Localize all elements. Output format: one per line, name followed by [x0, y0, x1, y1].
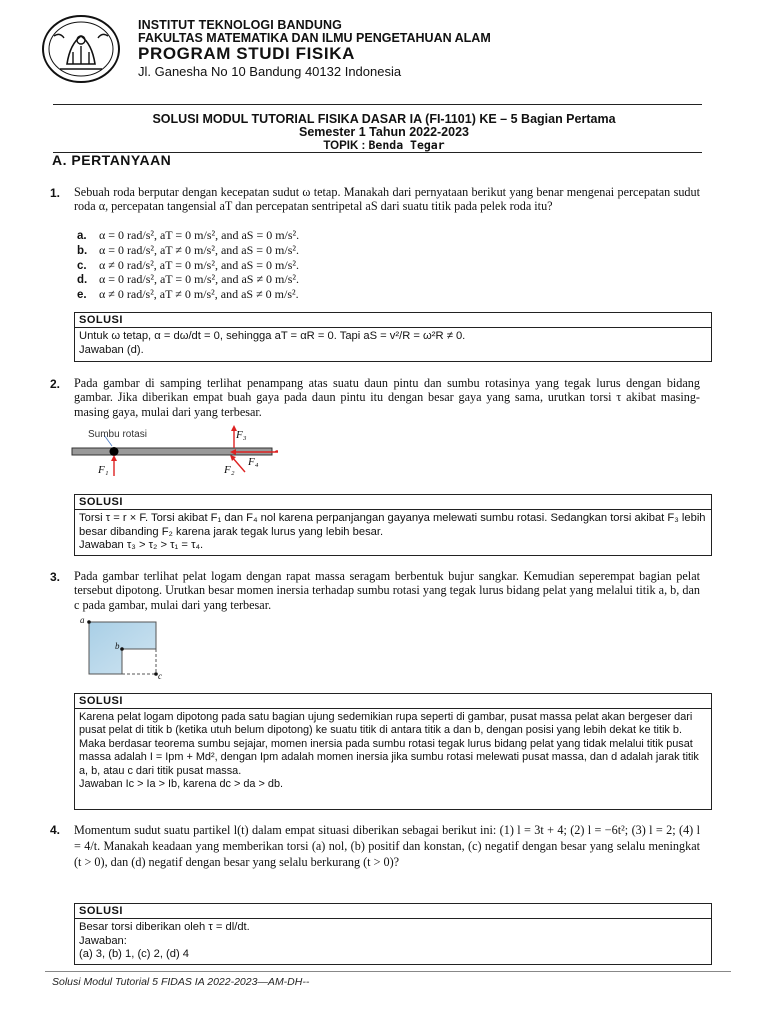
option-c: [77, 258, 299, 273]
program-name: PROGRAM STUDI FISIKA: [138, 44, 355, 63]
option-label: b.: [77, 245, 88, 257]
topic-label: TOPIK :: [323, 140, 366, 152]
solution-box: [74, 494, 712, 556]
force-label-f1: F₁: [98, 464, 109, 476]
faculty-name: FAKULTAS MATEMATIKA DAN ILMU PENGETAHUAN ALAM: [138, 31, 491, 45]
plate-figure: [78, 616, 168, 682]
section-heading: A. PERTANYAAN: [52, 152, 172, 168]
question-number: 1.: [50, 186, 61, 200]
solution-heading: SOLUSI: [75, 495, 711, 510]
institute-name: INSTITUT TEKNOLOGI BANDUNG: [138, 18, 342, 32]
solution-line: Jawaban (d).: [79, 343, 144, 356]
semester-line: Semester 1 Tahun 2022-2023: [298, 125, 469, 139]
option-label: e.: [77, 289, 87, 301]
option-text: α = 0 rad/s², aT = 0 m/s², and aS = 0 m/s².: [99, 228, 300, 242]
address: Jl. Ganesha No 10 Bandung 40132 Indonesia: [138, 64, 402, 79]
solution-line: (a) 3, (b) 1, (c) 2, (d) 4: [79, 948, 190, 961]
solution-line: Besar torsi diberikan oleh τ = dl/dt.: [79, 921, 250, 933]
topic-line: [0, 138, 768, 152]
option-text: α ≠ 0 rad/s², aT = 0 m/s², and aS = 0 m/s².: [99, 258, 299, 272]
document-title: SOLUSI MODUL TUTORIAL FISIKA DASAR IA (FI-1101) KE – 5 Bagian Pertama: [152, 112, 616, 126]
header-divider: [53, 104, 702, 105]
option-e: [77, 287, 299, 302]
question-number: 2.: [50, 377, 61, 391]
solution-box: [74, 903, 712, 965]
solution-heading: SOLUSI: [75, 904, 711, 919]
option-label: d.: [77, 274, 88, 286]
point-label-c: c: [158, 671, 162, 681]
option-b: [77, 243, 299, 258]
option-label: c.: [77, 260, 87, 272]
solution-box: [74, 693, 712, 810]
solution-line: Karena pelat logam dipotong pada satu bagian ujung sedemikian rupa seperti di gambar, pusat massa pelat akan bergeser dari pusat pelat di titik b (ketika utuh belum dipotong) ke suatu titik di antara titik a dan b, dengan posisi yang lebih dekat ke titik b. Maka berdasar teorema sumbu sejajar, momen inersia pada sumbu rotasi tegak lurus bidang pelat yang tidak melalui titik pusat massa adalah I = Ipm + Md², dengan Ipm adalah momen inersia jika sumbu rotasi melewati pusat massa, dan d adalah jarak titik a, b, atau c dari titik pusat massa.: [79, 711, 699, 777]
solution-line: Jawaban Ic > Ia > Ib, karena dc > da > db.: [79, 778, 284, 791]
option-text: α = 0 rad/s², aT ≠ 0 m/s², and aS = 0 m/s².: [99, 243, 299, 257]
option-label: a.: [77, 230, 87, 242]
solution-heading: SOLUSI: [75, 313, 711, 328]
point-label-b: b: [115, 641, 120, 651]
f4-arrow: [228, 446, 280, 458]
topic-value: Benda Tegar: [368, 138, 445, 152]
solution-heading: SOLUSI: [75, 694, 711, 709]
option-text: α ≠ 0 rad/s², aT ≠ 0 m/s², and aS ≠ 0 m/s².: [99, 287, 299, 301]
solution-line: Jawaban:: [79, 934, 127, 947]
solution-line: Jawaban τ₃ > τ₂ > τ₁ = τ₄.: [79, 539, 204, 552]
footer-divider: [45, 971, 731, 972]
point-label-a: a: [80, 615, 85, 625]
option-text: α = 0 rad/s², aT = 0 m/s², and aS ≠ 0 m/s².: [99, 272, 299, 286]
option-d: [77, 272, 299, 287]
question-number: 4.: [50, 823, 61, 837]
question-number: 3.: [50, 570, 61, 584]
footer-text: Solusi Modul Tutorial 5 FIDAS IA 2022-2023—AM-DH--: [52, 976, 310, 988]
option-a: [77, 228, 299, 243]
question-text: Pada gambar di samping terlihat penampang atas suatu daun pintu dan sumbu rotasinya yang tegak lurus dengan bidang gambar. Jika diberikan empat buah gaya pada daun pintu itu dengan besar gaya yang sama, urutkan torsi τ akibat masing-masing gaya, mulai dari yang terbesar.: [74, 376, 700, 419]
solution-line: Untuk ω tetap, α = dω/dt = 0, sehingga aT = αR = 0. Tapi aS = v²/R = ω²R ≠ 0.: [79, 330, 466, 342]
question-text: Sebuah roda berputar dengan kecepatan sudut ω tetap. Manakah dari pernyataan berikut yang benar mengenai percepatan sudut roda α, percepatan tangensial aT dan percepatan sentripetal aS dari suatu titik pada pelek roda itu?: [74, 185, 700, 214]
solution-line: Torsi τ = r × F. Torsi akibat F₁ dan F₄ nol karena perpanjangan gayanya melewati sumbu rotasi. Sedangkan torsi akibat F₃ lebih besar dibanding F₂ karena jarak tegak lurus yang lebih besar.: [79, 512, 706, 538]
axis-label: Sumbu rotasi: [88, 429, 147, 440]
solution-box: [74, 312, 712, 362]
force-label-f4: F₄: [248, 456, 259, 468]
force-label-f2: F₂: [224, 464, 235, 476]
question-text: Pada gambar terlihat pelat logam dengan rapat massa seragam berbentuk bujur sangkar. Kemudian seperempat bagian pelat tersebut dipotong. Urutkan besar momen inersia terhadap sumbu rotasi yang tegak lurus bidang pelat yang melalui titik a, b, dan c pada gambar, mulai dari yang terbesar.: [74, 569, 700, 612]
force-label-f3: F₃: [236, 429, 247, 441]
itb-logo: [40, 14, 122, 84]
question-text: Momentum sudut suatu partikel l(t) dalam empat situasi diberikan sebagai berikut ini: (1) l = 3t + 4; (2) l = −6t²; (3) l = 2; (4) l = 4/t. Manakah keadaan yang memberikan torsi (a) nol, (b) positif dan konstan, (c) negatif dengan besar yang selalu meningkat (t > 0), dan (d) negatif dengan besar yang selalu berkurang (t > 0)?: [74, 823, 700, 869]
